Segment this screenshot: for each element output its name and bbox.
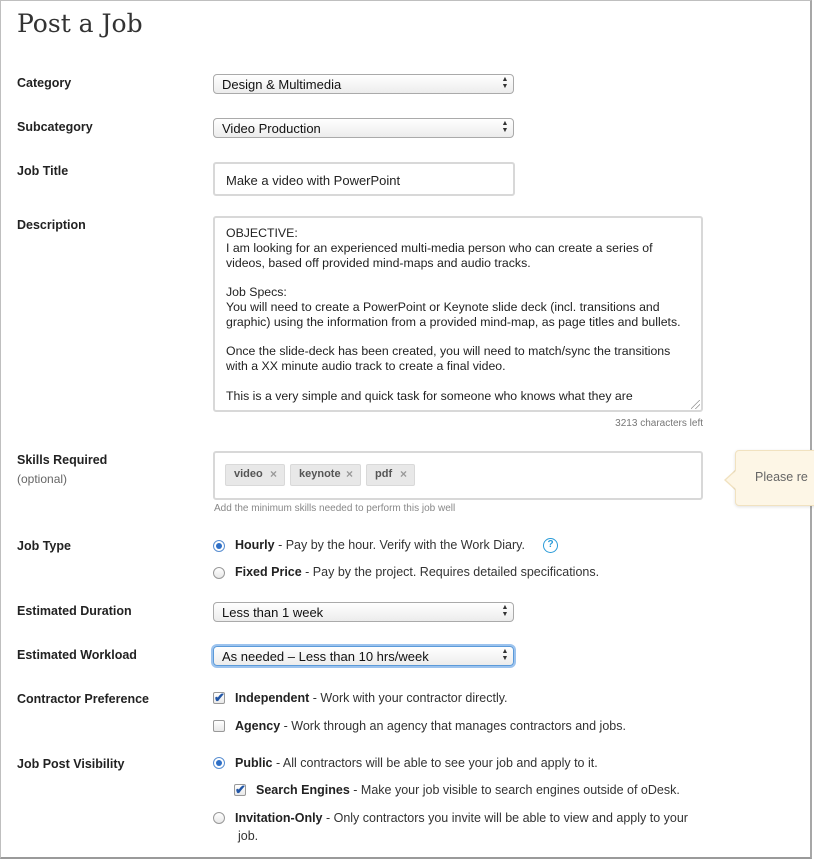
- invitation-only-option[interactable]: [235, 811, 688, 825]
- chevron-updown-icon: ▲ ▼: [501, 120, 509, 134]
- skill-tag-video: [225, 464, 285, 486]
- remove-tag-icon[interactable]: ×: [345, 467, 353, 481]
- independent-option[interactable]: [235, 691, 508, 705]
- visibility-label: Job Post Visibility: [17, 757, 125, 771]
- chevron-updown-icon: ▲ ▼: [501, 76, 509, 90]
- job-type-label: Job Type: [17, 539, 71, 553]
- hourly-title: Hourly: [235, 538, 275, 552]
- fixed-price-radio[interactable]: [213, 567, 225, 579]
- independent-desc: - Work with your contractor directly.: [309, 691, 508, 705]
- invitation-only-radio[interactable]: [213, 812, 225, 824]
- skills-label: Skills Required: [17, 453, 108, 467]
- chevron-updown-icon: ▲ ▼: [501, 648, 509, 662]
- agency-title: Agency: [235, 719, 281, 733]
- skill-tag-label: keynote: [299, 468, 341, 480]
- agency-checkbox[interactable]: [213, 720, 225, 732]
- public-radio[interactable]: [213, 757, 225, 769]
- job-title-label: Job Title: [17, 164, 69, 178]
- search-engines-title: Search Engines: [256, 783, 350, 797]
- public-option[interactable]: [235, 756, 598, 770]
- description-textarea[interactable]: [213, 216, 703, 412]
- search-engines-desc: - Make your job visible to search engines outside of oDesk.: [349, 783, 680, 797]
- skills-optional-label: (optional): [17, 472, 68, 486]
- fixed-price-desc: - Pay by the project. Requires detailed specifications.: [301, 565, 600, 579]
- fixed-price-option[interactable]: [235, 565, 599, 579]
- skills-input[interactable]: [213, 451, 703, 500]
- subcategory-value: Video Production: [222, 121, 321, 136]
- popover-arrow-inner: [726, 470, 737, 490]
- independent-checkbox[interactable]: [213, 692, 225, 704]
- subcategory-label: Subcategory: [17, 120, 93, 134]
- remove-tag-icon[interactable]: ×: [399, 467, 407, 481]
- chevron-updown-icon: ▲ ▼: [501, 604, 509, 618]
- skill-tag-keynote: [290, 464, 361, 486]
- workload-label: Estimated Workload: [17, 648, 137, 662]
- duration-label: Estimated Duration: [17, 604, 132, 618]
- hourly-radio[interactable]: [213, 540, 225, 552]
- job-title-input[interactable]: Make a video with PowerPoint: [213, 162, 515, 196]
- public-title: Public: [235, 756, 273, 770]
- contractor-pref-label: Contractor Preference: [17, 692, 149, 706]
- skill-tag-label: video: [234, 468, 263, 480]
- resize-handle-icon[interactable]: [691, 400, 700, 409]
- category-value: Design & Multimedia: [222, 77, 342, 92]
- checkmark-icon: ✔: [214, 690, 225, 705]
- page-title: Post a Job: [17, 9, 143, 38]
- invitation-only-desc-cont: job.: [238, 829, 259, 843]
- fixed-price-title: Fixed Price: [235, 565, 302, 579]
- help-icon[interactable]: ?: [543, 538, 558, 553]
- checkmark-icon: ✔: [235, 782, 246, 797]
- skill-tag-label: pdf: [375, 468, 393, 480]
- public-desc: - All contractors will be able to see your job and apply to it.: [272, 756, 598, 770]
- workload-select[interactable]: [213, 646, 514, 666]
- invitation-only-desc: - Only contractors you invite will be able to view and apply to your: [322, 811, 688, 825]
- hourly-option[interactable]: [235, 538, 525, 552]
- char-count: 3213 characters left: [615, 418, 703, 429]
- agency-option[interactable]: [235, 719, 626, 733]
- independent-title: Independent: [235, 691, 310, 705]
- skills-popover: [735, 450, 814, 506]
- search-engines-checkbox[interactable]: [234, 784, 246, 796]
- subcategory-select[interactable]: [213, 118, 514, 138]
- invitation-only-title: Invitation-Only: [235, 811, 323, 825]
- agency-desc: - Work through an agency that manages contractors and jobs.: [280, 719, 626, 733]
- workload-value: As needed – Less than 10 hrs/week: [222, 649, 429, 664]
- skills-hint: Add the minimum skills needed to perform this job well: [214, 503, 456, 514]
- description-text: OBJECTIVE: I am looking for an experienced multi-media person who can create a series of videos, based off provided mind-maps and audio tracks. Job Specs: You will need to create a PowerPoint or Keynote slide deck (incl. transitions and graphic) using the information from a provided mind-map, as page titles and bullets. Once the slide-deck has been created, you will need to match/sync the transitions with a XX minute audio track to create a final video. This is a very simple and quick task for someone who knows what they are: [226, 226, 681, 403]
- description-label: Description: [17, 218, 86, 232]
- category-label: Category: [17, 76, 72, 90]
- search-engines-option[interactable]: [256, 783, 680, 797]
- duration-value: Less than 1 week: [222, 605, 324, 620]
- hourly-desc: - Pay by the hour. Verify with the Work Diary.: [274, 538, 525, 552]
- duration-select[interactable]: [213, 602, 514, 622]
- skill-tag-pdf: [366, 464, 415, 486]
- remove-tag-icon[interactable]: ×: [269, 467, 277, 481]
- category-select[interactable]: [213, 74, 514, 94]
- popover-text: Please re: [755, 470, 808, 484]
